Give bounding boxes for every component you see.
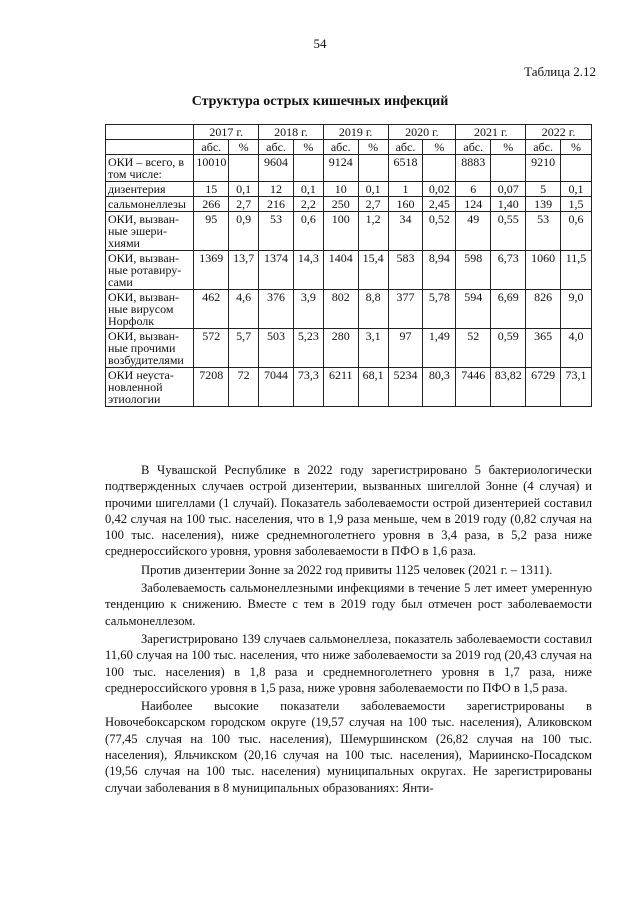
pct-cell: 0,59 <box>491 329 526 368</box>
pct-cell: 0,1 <box>358 182 388 197</box>
abs-cell: 100 <box>323 212 358 251</box>
pct-cell <box>293 155 323 182</box>
pct-cell: 3,9 <box>293 290 323 329</box>
abs-cell: 15 <box>194 182 229 197</box>
row-label: ОКИ, вызван-ные эшери-хиями <box>106 212 194 251</box>
abs-cell: 594 <box>456 290 491 329</box>
abs-cell: 5234 <box>388 368 423 407</box>
abs-cell: 1 <box>388 182 423 197</box>
abs-cell: 1060 <box>526 251 561 290</box>
abs-cell: 52 <box>456 329 491 368</box>
abs-cell: 124 <box>456 197 491 212</box>
pct-cell: 6,69 <box>491 290 526 329</box>
abs-header: абс. <box>526 140 561 155</box>
table-body <box>106 155 592 407</box>
row-label: ОКИ, вызван-ные прочими возбудителями <box>106 329 194 368</box>
pct-cell: 0,1 <box>229 182 259 197</box>
row-label: ОКИ, вызван-ные вирусом Норфолк <box>106 290 194 329</box>
paragraph: В Чувашской Республике в 2022 году зарегистрировано 5 бактериологически подтвержденных случаев острой дизентерии, вызванных шигеллой Зонне (4 случая) и прочими шигеллами (1 случай). Показатель заболеваемости острой дизентерией составил 0,42 случая на 100 тыс. населения, что в 1,9 раза меньше, чем в 2019 году (0,82 случая на 100 тыс. населения), ниже среднемноголетнего уровня в 3,4 раза, в 5,2 раза ниже среднероссийского уровня, уровня заболеваемости в ПФО в 1,6 раза. <box>105 463 592 559</box>
pct-header: % <box>561 140 592 155</box>
abs-cell: 216 <box>259 197 294 212</box>
pct-cell: 9,0 <box>561 290 592 329</box>
pct-cell: 72 <box>229 368 259 407</box>
abs-cell: 250 <box>323 197 358 212</box>
abs-cell: 139 <box>526 197 561 212</box>
year-header: 2017 г. <box>194 125 259 140</box>
pct-cell: 68,1 <box>358 368 388 407</box>
abs-cell: 572 <box>194 329 229 368</box>
abs-cell: 9124 <box>323 155 358 182</box>
abs-cell: 95 <box>194 212 229 251</box>
abs-cell: 7208 <box>194 368 229 407</box>
pct-cell <box>229 155 259 182</box>
pct-cell: 5,78 <box>423 290 456 329</box>
year-header: 2019 г. <box>323 125 388 140</box>
pct-cell: 80,3 <box>423 368 456 407</box>
pct-cell <box>491 155 526 182</box>
table-row <box>106 212 592 251</box>
pct-cell: 6,73 <box>491 251 526 290</box>
abs-cell: 598 <box>456 251 491 290</box>
abs-cell: 280 <box>323 329 358 368</box>
pct-cell: 13,7 <box>229 251 259 290</box>
pct-cell: 0,1 <box>293 182 323 197</box>
pct-cell: 5,23 <box>293 329 323 368</box>
year-header: 2020 г. <box>388 125 456 140</box>
pct-cell: 4,6 <box>229 290 259 329</box>
pct-cell: 0,6 <box>293 212 323 251</box>
paragraph: Зарегистрировано 139 случаев сальмонеллеза, показатель заболеваемости составил 11,60 случая на 100 тыс. населения, что ниже заболеваемости за 2019 год (20,43 случая на 100 тыс. населения) в 1,8 раза и среднемноголетнего уровня в 1,7 раза, ниже среднероссийского уровня в 1,5 раза, ниже уровня заболеваемости по ПФО в 1,5 раза. <box>105 631 592 695</box>
abs-cell: 6 <box>456 182 491 197</box>
pct-cell: 1,49 <box>423 329 456 368</box>
pct-cell: 2,7 <box>229 197 259 212</box>
pct-cell <box>561 155 592 182</box>
pct-cell: 0,55 <box>491 212 526 251</box>
pct-cell: 1,5 <box>561 197 592 212</box>
paragraph: Против дизентерии Зонне за 2022 год привиты 1125 человек (2021 г. – 1311). <box>141 562 553 577</box>
infections-table <box>105 124 592 407</box>
table-row <box>106 251 592 290</box>
abs-cell: 377 <box>388 290 423 329</box>
corner-cell <box>106 140 194 155</box>
year-header: 2018 г. <box>259 125 324 140</box>
abs-cell: 97 <box>388 329 423 368</box>
row-label: ОКИ, вызван-ные ротавиру-сами <box>106 251 194 290</box>
abs-cell: 1369 <box>194 251 229 290</box>
abs-cell: 160 <box>388 197 423 212</box>
abs-cell: 34 <box>388 212 423 251</box>
abs-cell: 9604 <box>259 155 294 182</box>
abs-cell: 10010 <box>194 155 229 182</box>
pct-cell: 8,94 <box>423 251 456 290</box>
pct-header: % <box>423 140 456 155</box>
abs-cell: 7044 <box>259 368 294 407</box>
abs-cell: 5 <box>526 182 561 197</box>
table-row <box>106 290 592 329</box>
abs-cell: 503 <box>259 329 294 368</box>
abs-cell: 462 <box>194 290 229 329</box>
pct-cell <box>423 155 456 182</box>
abs-cell: 8883 <box>456 155 491 182</box>
abs-cell: 49 <box>456 212 491 251</box>
row-label: дизентерия <box>106 182 194 197</box>
paragraph: Наиболее высокие показатели заболеваемости зарегистрированы в Новочебоксарском городском округе (19,57 случая на 100 тыс. населения), Аликовском (77,45 случая на 100 тыс. населения), Шемуршинском (26,82 случая на 100 тыс. населения), Яльчикском (20,16 случая на 100 тыс. населения), Мариинско-Посадском (19,56 случая на 100 тыс. населения) муниципальных округах. Не зарегистрированы случаи заболевания в 8 муниципальных образованиях: Янти- <box>105 699 592 795</box>
pct-cell: 0,52 <box>423 212 456 251</box>
abs-cell: 802 <box>323 290 358 329</box>
pct-cell: 11,5 <box>561 251 592 290</box>
table-title: Структура острых кишечных инфекций <box>191 94 449 109</box>
pct-cell: 3,1 <box>358 329 388 368</box>
table-row <box>106 182 592 197</box>
table-row <box>106 197 592 212</box>
abs-header: абс. <box>194 140 229 155</box>
abs-cell: 6211 <box>323 368 358 407</box>
pct-cell <box>358 155 388 182</box>
table-row <box>106 155 592 182</box>
abs-cell: 53 <box>259 212 294 251</box>
abs-cell: 7446 <box>456 368 491 407</box>
pct-cell: 1,2 <box>358 212 388 251</box>
page-number: 54 <box>313 36 327 51</box>
pct-cell: 8,8 <box>358 290 388 329</box>
row-label: сальмонеллезы <box>106 197 194 212</box>
abs-cell: 10 <box>323 182 358 197</box>
pct-cell: 2,2 <box>293 197 323 212</box>
year-header: 2022 г. <box>526 125 592 140</box>
pct-cell: 0,9 <box>229 212 259 251</box>
abs-cell: 365 <box>526 329 561 368</box>
abs-cell: 826 <box>526 290 561 329</box>
corner-cell <box>106 125 194 140</box>
pct-header: % <box>229 140 259 155</box>
abs-cell: 6518 <box>388 155 423 182</box>
abs-header: абс. <box>323 140 358 155</box>
abs-header: абс. <box>388 140 423 155</box>
pct-cell: 73,3 <box>293 368 323 407</box>
abs-cell: 1404 <box>323 251 358 290</box>
pct-cell: 0,02 <box>423 182 456 197</box>
table-row <box>106 329 592 368</box>
pct-cell: 73,1 <box>561 368 592 407</box>
abs-cell: 376 <box>259 290 294 329</box>
pct-cell: 83,82 <box>491 368 526 407</box>
abs-header: абс. <box>259 140 294 155</box>
pct-header: % <box>358 140 388 155</box>
row-label: ОКИ – всего, в том числе: <box>106 155 194 182</box>
year-header-row <box>106 125 592 140</box>
pct-cell: 5,7 <box>229 329 259 368</box>
abs-cell: 266 <box>194 197 229 212</box>
pct-cell: 4,0 <box>561 329 592 368</box>
paragraph: Заболеваемость сальмонеллезными инфекциями в течение 5 лет имеет умеренную тенденцию к снижению. Вместе с тем в 2019 году был отмечен рост заболеваемости сальмонеллезом. <box>105 581 592 628</box>
subheader-row <box>106 140 592 155</box>
pct-header: % <box>491 140 526 155</box>
abs-header: абс. <box>456 140 491 155</box>
pct-cell: 0,6 <box>561 212 592 251</box>
abs-cell: 1374 <box>259 251 294 290</box>
pct-cell: 2,45 <box>423 197 456 212</box>
abs-cell: 53 <box>526 212 561 251</box>
pct-cell: 2,7 <box>358 197 388 212</box>
abs-cell: 6729 <box>526 368 561 407</box>
pct-header: % <box>293 140 323 155</box>
year-header: 2021 г. <box>456 125 526 140</box>
pct-cell: 0,07 <box>491 182 526 197</box>
pct-cell: 1,40 <box>491 197 526 212</box>
pct-cell: 0,1 <box>561 182 592 197</box>
pct-cell: 14,3 <box>293 251 323 290</box>
body-text <box>105 462 592 798</box>
abs-cell: 9210 <box>526 155 561 182</box>
row-label: ОКИ неуста-новленной этиологии <box>106 368 194 407</box>
abs-cell: 583 <box>388 251 423 290</box>
abs-cell: 12 <box>259 182 294 197</box>
table-caption: Таблица 2.12 <box>524 64 596 79</box>
table-row <box>106 368 592 407</box>
pct-cell: 15,4 <box>358 251 388 290</box>
